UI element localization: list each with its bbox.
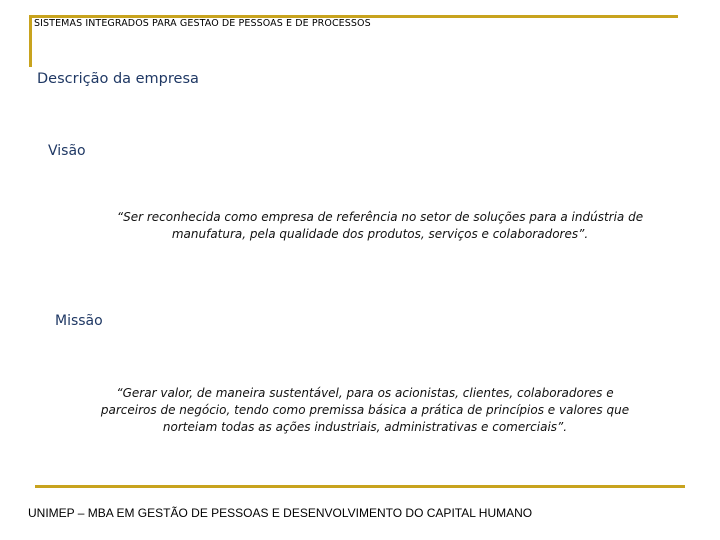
header-title: SISTEMAS INTEGRADOS PARA GESTAO DE PESSOAS E DE PROCESSOS [34,18,371,29]
footer-rule [35,485,685,488]
vision-quote: “Ser reconhecida como empresa de referência no setor de soluções para a indústria de manufatura, pela qualidade dos produtos, serviços e colaboradores”. [116,210,644,241]
company-description-title: Descrição da empresa [37,71,199,87]
header-side-rule [29,15,32,67]
footer-title: UNIMEP – MBA EM GESTÃO DE PESSOAS E DESENVOLVIMENTO DO CAPITAL HUMANO [28,506,533,520]
mission-quote: “Gerar valor, de maneira sustentável, para os acionistas, clientes, colaboradores e parceiros de negócio, tendo como premissa básica a prática de princípios e valores que norteiam todas as ações industriais, administrativas e comerciais”. [100,386,630,434]
vision-title: Visão [48,143,86,159]
mission-title: Missão [55,313,103,329]
